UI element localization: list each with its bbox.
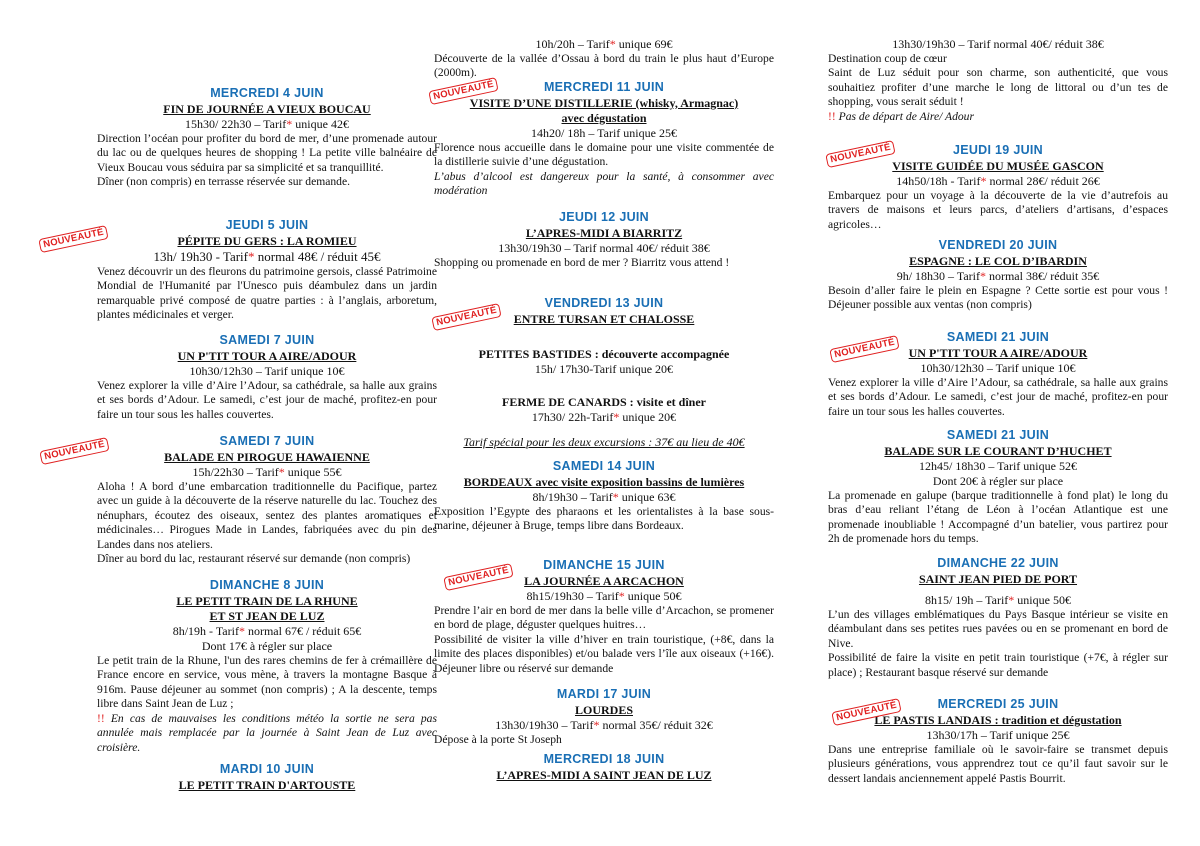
nouveaute-badge: NOUVEAUTÉ — [428, 77, 499, 106]
event-samedi-21-juin-aire — [828, 330, 1168, 419]
event-vendredi-13-juin — [434, 296, 774, 450]
event-mardi-17-juin — [434, 687, 774, 747]
event-description: Embarquez pour un voyage à la découverte de la vie d’autrefois au travers de maisons et leurs parcs, d’ateliers d’artisans, d’espaces agricoles… — [828, 188, 1168, 231]
event-description: Shopping ou promenade en bord de mer ? Biarritz vous attend ! — [434, 255, 730, 269]
excursion-1-info: 15h/ 17h30-Tarif unique 20€ — [534, 361, 674, 376]
event-info: 8h/19h30 – Tarif* unique 63€ — [532, 489, 676, 504]
nouveaute-badge: NOUVEAUTÉ — [431, 303, 502, 332]
event-info: 15h/22h30 – Tarif* unique 55€ — [192, 464, 342, 479]
event-title: UN P'TIT TOUR A AIRE/ADOUR — [177, 348, 357, 363]
event-description: Prendre l’air en bord de mer dans la belle ville d’Arcachon, se promener en bord de plage, déguster quelques huitres… Possibilité de visiter la ville d’hiver en train touristique, (+8€, dans la limite des places disponibles) et/ou balade vers l’île aux oiseaux (+16€). Déjeuner libre ou réservé sur demande — [434, 603, 774, 675]
event-description: Direction l’océan pour profiter du bord de mer, d’une promenade autour du lac ou de quelques heures de shopping ! La petite ville balnéaire de Vieux Boucau vous séduira par sa simplicité et sa tranquillité. Dîner (non compris) en terrasse réservée sur demande. — [97, 131, 437, 189]
event-mardi-10-juin — [97, 762, 437, 793]
event-title: ESPAGNE : LE COL D’IBARDIN — [909, 253, 1087, 268]
event-title: BORDEAUX avec visite exposition bassins de lumières — [463, 474, 745, 489]
event-samedi-7-juin-pirogue — [43, 434, 437, 567]
event-title: SAINT JEAN PIED DE PORT — [918, 571, 1078, 586]
event-title: UN P'TIT TOUR A AIRE/ADOUR — [908, 345, 1088, 360]
excursion-1-title: PETITES BASTIDES : découverte accompagnée — [478, 346, 730, 361]
event-dimanche-15-juin — [434, 558, 774, 676]
event-description: La promenade en galupe (barque traditionnelle à fond plat) le long du bras d’eau reliant l’étang de Léon à l’océan Atlantique est une promenade inoubliable ! Accompagné d’un batelier, vous partirez pour 2h de promenade hors du temps. — [828, 488, 1168, 546]
event-description: Dans une entreprise familiale où le savoir-faire se transmet depuis plusieurs générations, vous apprendrez tout ce qu’il faut savoir sur le dessert landais anciennement appelé Pastis Bourrit. — [828, 742, 1168, 785]
event-jeudi-19-juin — [828, 143, 1168, 232]
event-jeudi-5-juin — [42, 218, 437, 323]
event-day: JEUDI 5 JUIN — [225, 218, 309, 232]
event-day: MERCREDI 25 JUIN — [937, 697, 1059, 711]
event-day: MARDI 17 JUIN — [556, 687, 652, 701]
event-description: Dépose à la porte St Joseph — [434, 732, 562, 746]
event-day: MERCREDI 11 JUIN — [543, 80, 665, 94]
event-description: Aloha ! A bord d’une embarcation traditionnelle du Pacifique, partez avec un guide à la découverte de la réserve naturelle du lac. Touchez des nénuphars, écoutez des oiseaux, sentez des plantes aromatiques et médicinales… Pirogues Made in Landes, fabriquées avec du pin des Landes dans nos ateliers. Dîner au bord du lac, restaurant réservé sur demande (non compris) — [97, 479, 437, 566]
event-title: VISITE D’UNE DISTILLERIE (whisky, Armagnac) — [469, 95, 739, 110]
special-rate: Tarif spécial pour les deux excursions : 37€ au lieu de 40€ — [463, 434, 745, 449]
event-mercredi-18-juin — [434, 752, 774, 783]
event-saint-jean-de-luz-continued — [828, 37, 1168, 124]
event-jeudi-12-juin — [434, 210, 774, 270]
event-title: FIN DE JOURNÉE A VIEUX BOUCAU — [163, 101, 371, 116]
event-info: 14h50/18h - Tarif* normal 28€/ réduit 26€ — [896, 173, 1100, 188]
event-description: Le petit train de la Rhune, l'un des rares chemins de fer à crémaillère de France encore en service, vous mène, à travers la montagne Basque à 916m. Pause déjeuner au sommet (non compris) ; A la descente, temps libre dans Saint Jean de Luz ; !! En cas de mauvaises les conditions météo la sortie ne sera pas annulée mais remplacée par la journée à Saint Jean de Luz avec croisière. — [97, 653, 437, 754]
event-day: VENDREDI 20 JUIN — [938, 238, 1058, 252]
event-title: LE PETIT TRAIN DE LA RHUNE — [176, 593, 358, 608]
event-title: L’APRES-MIDI A SAINT JEAN DE LUZ — [496, 767, 712, 782]
event-artouste-continued — [434, 37, 774, 81]
event-day: JEUDI 12 JUIN — [558, 210, 650, 224]
event-info: 8h15/19h30 – Tarif* unique 50€ — [526, 588, 682, 603]
event-info: 13h30/19h30 – Tarif* normal 35€/ réduit 32€ — [495, 717, 713, 732]
event-title: BALADE SUR LE COURANT D’HUCHET — [884, 443, 1112, 458]
event-day: DIMANCHE 15 JUIN — [543, 558, 665, 572]
event-info: 10h30/12h30 – Tarif unique 10€ — [920, 360, 1076, 375]
event-mercredi-25-juin — [828, 697, 1168, 786]
nouveaute-badge: NOUVEAUTÉ — [829, 335, 900, 364]
event-day: MERCREDI 4 JUIN — [210, 86, 324, 100]
event-description: Venez découvrir un des fleurons du patrimoine gersois, classé Patrimoine Mondial de l'Humanité par l'Unesco puis déambulez dans un jardin remarquable privé composé de quatre parties : à l’anglais, arboretum, plantes médicinales et verger. — [97, 264, 437, 322]
event-title: LOURDES — [574, 702, 633, 717]
event-description: Florence nous accueille dans le domaine pour une visite commentée de la distillerie suivie d’une dégustation. L’abus d’alcool est dangereux pour la santé, à consommer avec modération — [434, 140, 774, 198]
event-day: SAMEDI 21 JUIN — [946, 330, 1050, 344]
nouveaute-badge: NOUVEAUTÉ — [831, 698, 902, 727]
nouveaute-badge: NOUVEAUTÉ — [443, 563, 514, 592]
event-info: 8h15/ 19h – Tarif* unique 50€ — [925, 592, 1071, 607]
event-day: SAMEDI 7 JUIN — [219, 434, 315, 448]
event-info: 14h20/ 18h – Tarif unique 25€ — [531, 125, 677, 140]
event-info: 8h/19h - Tarif* normal 67€ / réduit 65€ — [172, 623, 362, 638]
event-info-extra: Dont 20€ à régler sur place — [932, 473, 1064, 488]
event-day: JEUDI 19 JUIN — [952, 143, 1044, 157]
event-title: ENTRE TURSAN ET CHALOSSE — [513, 311, 695, 326]
event-description: L’un des villages emblématiques du Pays Basque intérieur se visite en déambulant dans ses petites rues pavées ou en se promenant en bord de Nive. Possibilité de faire la visite en petit train touristique (+7€, à régler sur place) ; Restaurant basque réservé sur demande — [828, 607, 1168, 679]
event-title: L’APRES-MIDI A BIARRITZ — [525, 225, 683, 240]
warning-mark: !! — [97, 711, 105, 725]
event-day: SAMEDI 7 JUIN — [219, 333, 315, 347]
nouveaute-badge: NOUVEAUTÉ — [39, 437, 110, 466]
event-title-line2: avec dégustation — [561, 110, 647, 125]
event-title-line2: ET ST JEAN DE LUZ — [209, 608, 325, 623]
event-day: SAMEDI 14 JUIN — [552, 459, 656, 473]
event-description: Destination coup de cœur Saint de Luz séduit pour son charme, son authenticité, que vous souhaitiez profiter d’une marche le long de littoral ou d’un tes de shopping, vous serait séduit ! !! Pas de départ de Aire/ Adour — [828, 52, 1168, 123]
event-info: 10h30/12h30 – Tarif unique 10€ — [189, 363, 345, 378]
nouveaute-badge: NOUVEAUTÉ — [825, 140, 896, 169]
event-day: MARDI 10 JUIN — [219, 762, 315, 776]
event-title: PÉPITE DU GERS : LA ROMIEU — [177, 233, 357, 248]
event-info-extra: Dont 17€ à régler sur place — [201, 638, 333, 653]
event-description: Découverte de la vallée d’Ossau à bord du train le plus haut d’Europe (2000m). — [434, 52, 774, 80]
event-day: SAMEDI 21 JUIN — [946, 428, 1050, 442]
event-description: Besoin d’aller faire le plein en Espagne ? Cette sortie est pour vous ! Déjeuner possible aux ventas (non compris) — [828, 283, 1168, 312]
nouveaute-badge: NOUVEAUTÉ — [38, 225, 109, 254]
event-title: BALADE EN PIROGUE HAWAIENNE — [164, 449, 370, 464]
event-info: 13h30/19h30 – Tarif normal 40€/ réduit 38€ — [498, 240, 710, 255]
event-day: MERCREDI 18 JUIN — [543, 752, 665, 766]
event-day: VENDREDI 13 JUIN — [544, 296, 664, 310]
event-dimanche-22-juin — [828, 556, 1168, 680]
event-title: LA JOURNÉE A ARCACHON — [524, 573, 684, 588]
event-samedi-21-juin-huchet — [828, 428, 1168, 547]
event-day: DIMANCHE 22 JUIN — [937, 556, 1059, 570]
event-info: 13h30/19h30 – Tarif normal 40€/ réduit 38€ — [892, 37, 1104, 51]
event-description: Venez explorer la ville d’Aire l’Adour, sa cathédrale, sa halle aux grains et ses bords d’Adour. Le samedi, c’est jour de maché, profitez-en pour faire un tour sous les halles couvertes. — [828, 375, 1168, 418]
event-info: 13h30/17h – Tarif unique 25€ — [926, 727, 1070, 742]
warning-mark: !! — [828, 109, 836, 123]
event-description: Venez explorer la ville d’Aire l’Adour, sa cathédrale, sa halle aux grains et ses bords d’Adour. Le samedi, c’est jour de maché, profitez-en pour faire un tour sous les halles couvertes. — [97, 378, 437, 421]
event-vendredi-20-juin — [828, 238, 1168, 313]
event-dimanche-8-juin — [97, 578, 437, 755]
event-info: 9h/ 18h30 – Tarif* normal 38€/ réduit 35€ — [896, 268, 1100, 283]
excursion-2-info: 17h30/ 22h-Tarif* unique 20€ — [531, 409, 677, 424]
event-info: 13h/ 19h30 - Tarif* normal 48€ / réduit 45€ — [153, 248, 381, 264]
event-title: LE PASTIS LANDAIS : tradition et dégustation — [874, 712, 1122, 727]
event-samedi-7-juin-aire — [97, 333, 437, 422]
event-title: LE PETIT TRAIN D'ARTOUSTE — [178, 777, 356, 792]
event-mercredi-11-juin — [434, 80, 774, 199]
event-description: Exposition l’Egypte des pharaons et les orientalistes à la base sous-marine, déjeuner à Bruge, temps libre dans Bordeaux. — [434, 504, 774, 533]
event-info: 15h30/ 22h30 – Tarif* unique 42€ — [185, 116, 349, 131]
event-mercredi-4-juin — [97, 86, 437, 190]
event-title: VISITE GUIDÉE DU MUSÉE GASCON — [892, 158, 1104, 173]
excursion-2-title: FERME DE CANARDS : visite et dîner — [502, 394, 706, 409]
event-samedi-14-juin — [434, 459, 774, 534]
event-info: 10h/20h – Tarif* unique 69€ — [535, 37, 673, 51]
event-day: DIMANCHE 8 JUIN — [209, 578, 325, 592]
event-info: 12h45/ 18h30 – Tarif unique 52€ — [919, 458, 1077, 473]
